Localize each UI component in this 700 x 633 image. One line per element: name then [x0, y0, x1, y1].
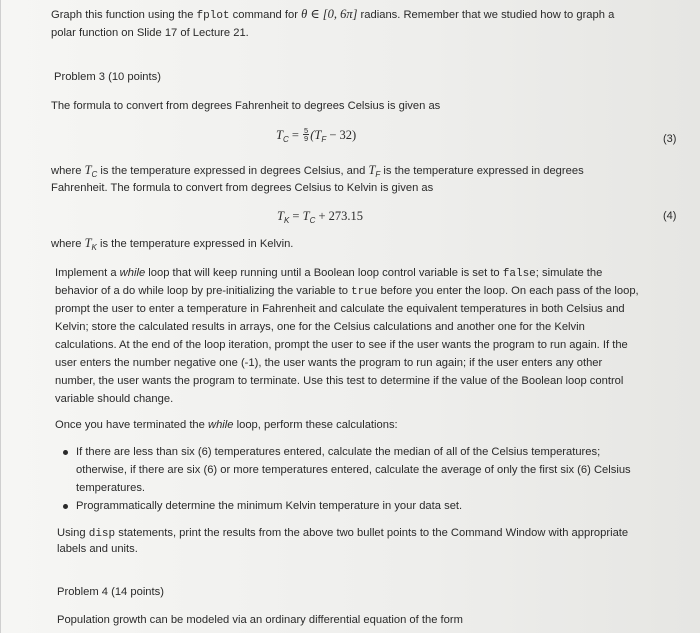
using-disp-line-2: labels and units. [57, 543, 138, 555]
bullet-dot-1 [63, 450, 68, 455]
implement-line-4: Kelvin; store the calculated results in arrays, one for the Celsius calculations and another one for the Kelvin [55, 321, 585, 333]
equation-3: $T_C$ = $\frac{5}{9}$ $(T_F - 32)$ [276, 126, 357, 144]
implement-line-6: user enters the number negative one (-1), the user wants the program to run again; if the user enters any other [55, 357, 603, 369]
where-tc-line: where $T_C$ is the temperature expressed in degrees Celsius, and $T_F$ is the temperature expressed in degrees [51, 163, 584, 179]
implement-line-1: Implement a while loop that will keep running until a Boolean loop control variable is set to false; simulate the [55, 267, 603, 280]
problem4-heading: Problem 4 (14 points) [57, 586, 164, 598]
implement-line-7: number, the user wants the program to terminate. Use this test to determine if the value of the Boolean loop control [55, 375, 624, 387]
implement-line-5: calculations. At the end of the loop iteration, prompt the user to see if the user wants the program to run again. If the [55, 339, 628, 351]
fahrenheit-line: Fahrenheit. The formula to convert from degrees Celsius to Kelvin is given as [51, 182, 434, 194]
bullet-dot-2 [63, 504, 68, 509]
once-terminated-line: Once you have terminated the while loop, perform these calculations: [55, 419, 398, 431]
where-tk-line: where $T_K$ is the temperature expressed in Kelvin. [51, 236, 294, 252]
intro-line-2: polar function on Slide 17 of Lecture 21. [51, 27, 249, 39]
intro-line-1: Graph this function using the fplot command for θ ∈ [0, 6π] radians. Remember that we studied how to graph a [51, 7, 615, 22]
equation-3-number: (3) [663, 133, 677, 145]
problem4-intro: Population growth can be modeled via an ordinary differential equation of the form [57, 614, 463, 626]
bullet2-line: Programmatically determine the minimum Kelvin temperature in your data set. [76, 500, 463, 512]
problem3-intro: The formula to convert from degrees Fahrenheit to degrees Celsius is given as [51, 100, 441, 112]
equation-4-number: (4) [663, 210, 677, 222]
bullet1-line-2: otherwise, if there are six (6) or more temperatures entered, calculate the average of only the first six (6) Celsius [76, 464, 631, 476]
implement-line-8: variable should change. [55, 393, 174, 405]
bullet1-line-1: If there are less than six (6) temperatures entered, calculate the median of all of the Celsius temperatures; [76, 446, 601, 458]
implement-line-3: prompt the user to enter a temperature in Fahrenheit and calculate the equivalent temperatures in both Celsius and [55, 303, 625, 315]
fraction-5-9: $\frac{5}{9}$ [304, 126, 309, 144]
using-disp-line-1: Using disp statements, print the results from the above two bullet points to the Command Window with appropriate [57, 527, 629, 540]
problem3-heading: Problem 3 (10 points) [54, 71, 161, 83]
bullet1-line-3: temperatures. [76, 482, 146, 494]
implement-line-2: behavior of a do while loop by pre-initializing the variable to true before you enter the loop. On each pass of the loop, [55, 285, 639, 298]
equation-4: $T_K = T_C + 273.15$ [277, 209, 364, 225]
